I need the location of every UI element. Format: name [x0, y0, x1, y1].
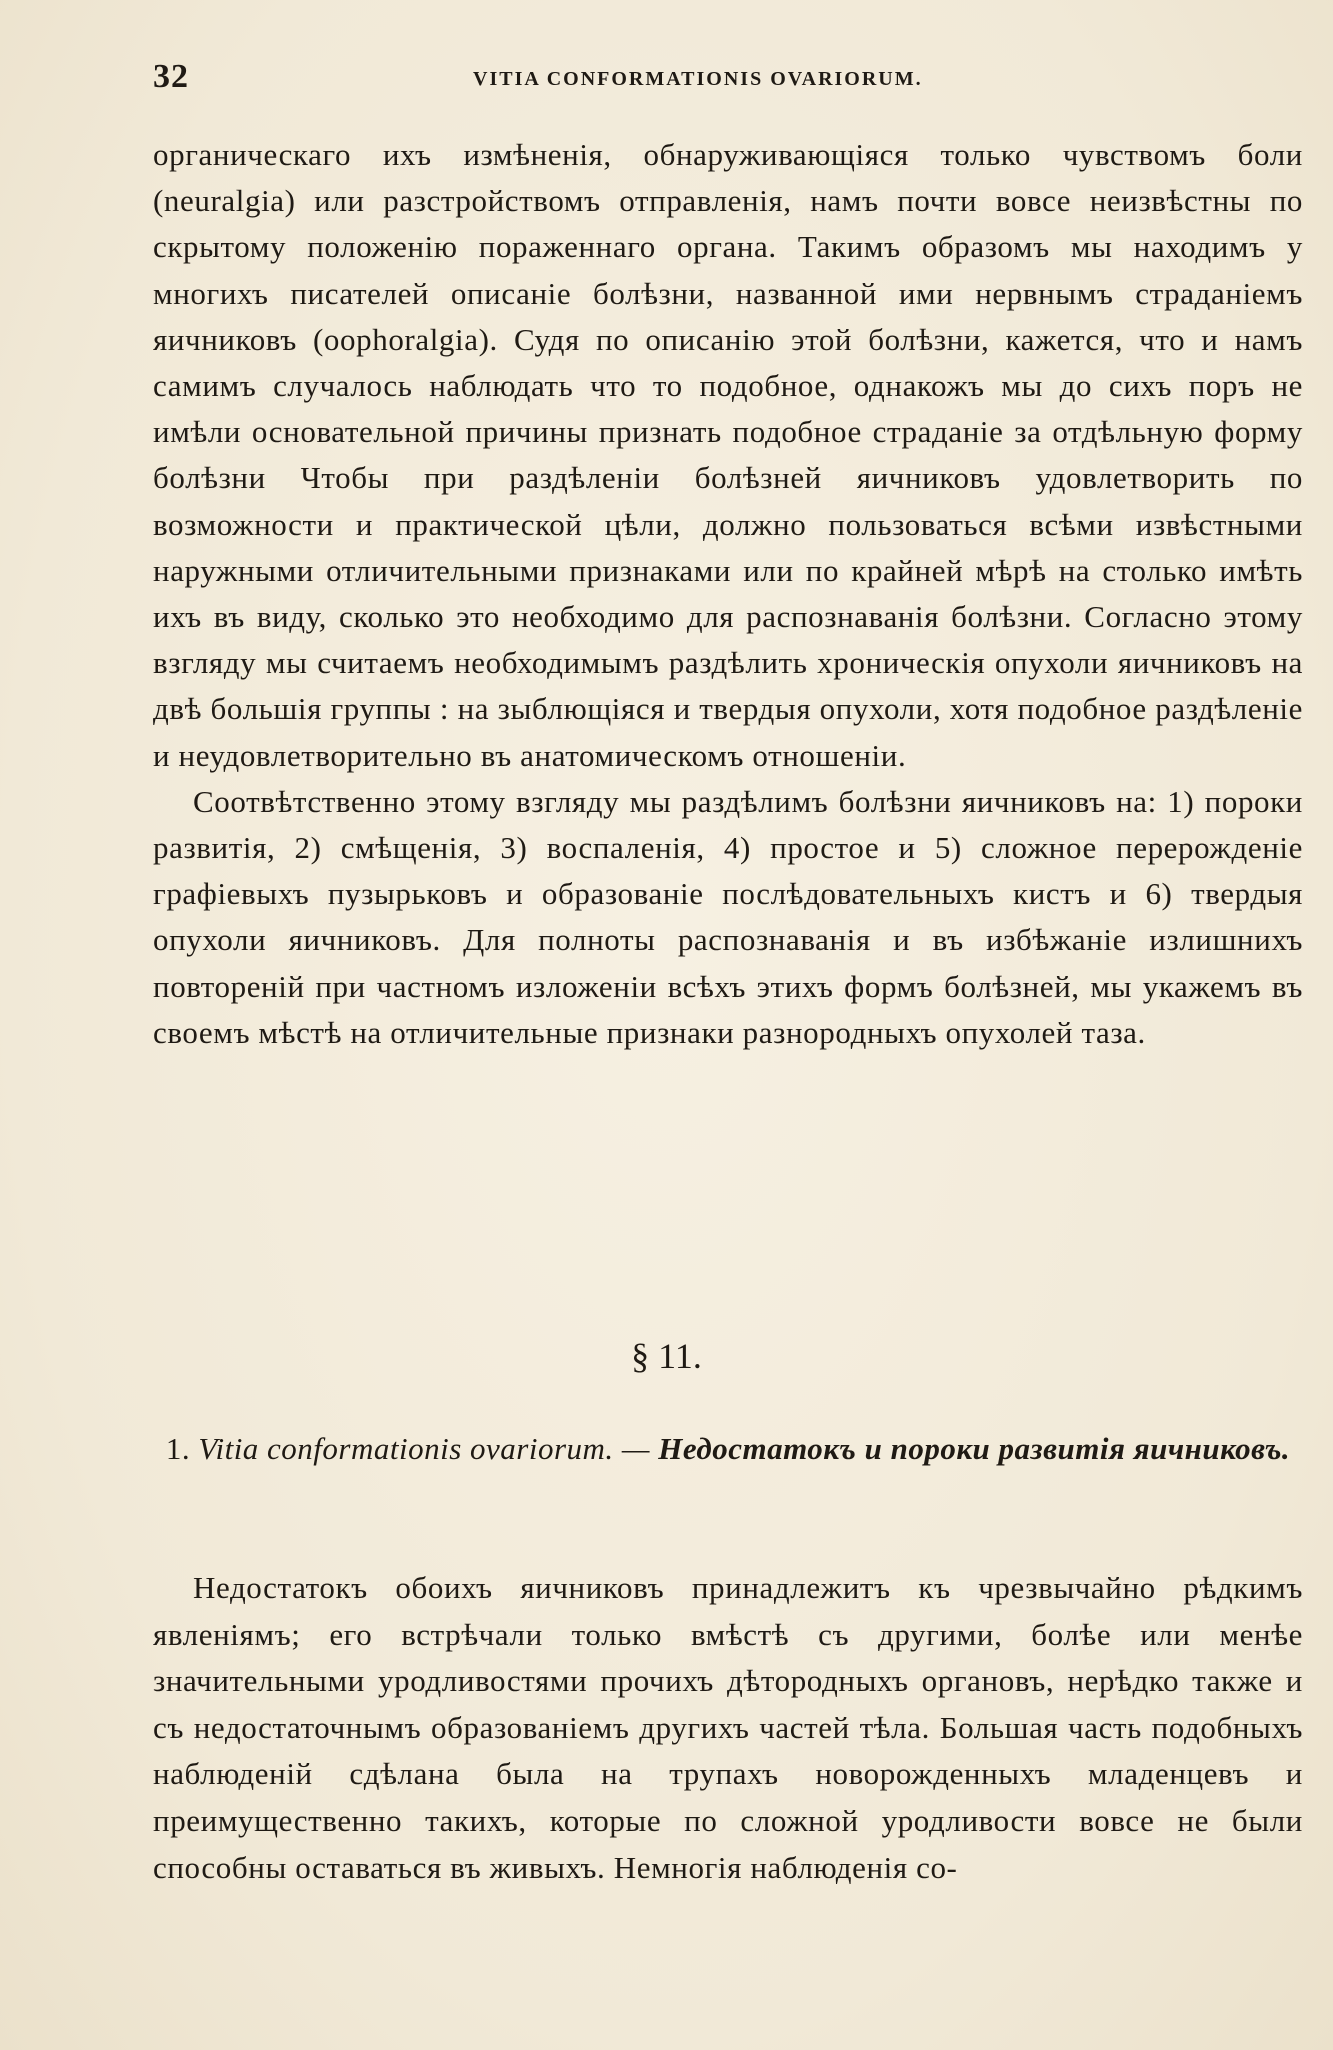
running-head: VITIA CONFORMATIONIS OVARIORUM.	[473, 68, 923, 90]
paragraph-3: Недостатокъ обоихъ яичниковъ принадлежитъ къ чрезвычайно рѣдкимъ явленіямъ; его встрѣчали только вмѣстѣ съ другими, болѣе или менѣе значительными уродливостями прочихъ дѣтородныхъ органовъ, нерѣдко также и съ недостаточнымъ образованіемъ другихъ частей тѣла. Большая часть подобныхъ наблюденій сдѣлана была на трупахъ новорожденныхъ младенцевъ и преимущественно такихъ, которые по сложной уродливости вовсе не были способны оставаться въ живыхъ. Немногія наблюденія со-	[153, 1570, 1303, 1885]
heading-russian: Недостатокъ и пороки развитія яичниковъ.	[658, 1431, 1291, 1466]
heading-latin: Vitia conformationis ovariorum.	[198, 1431, 614, 1466]
heading-dash: —	[613, 1431, 659, 1466]
section-mark: § 11.	[631, 1336, 702, 1376]
paragraph-1: органическаго ихъ измѣненія, обнаруживающіяся только чувствомъ боли (neuralgia) или разстройствомъ отправленія, намъ почти вовсе неизвѣстны по скрытому положенію пораженнаго органа. Такимъ образомъ мы находимъ у многихъ писателей описаніе болѣзни, названной ими нервнымъ страданіемъ яичниковъ (oophoralgia). Судя по описанію этой болѣзни, кажется, что и намъ самимъ случалось наблюдать что то подобное, однакожъ мы до сихъ поръ не имѣли основательной причины признать подобное страданіе за отдѣльную форму болѣзни Чтобы при раздѣленіи болѣзней яичниковъ удовлетворить по возможности и практической цѣли, должно пользоваться всѣми извѣстными наружными отличительными признаками или по крайней мѣрѣ на столько имѣть ихъ въ виду, сколько это необходимо для распознаванія болѣзни. Согласно этому взгляду мы считаемъ необходимымъ раздѣлить хроническія опухоли яичниковъ на двѣ большія группы : на зыблющіяся и твердыя опухоли, хотя подобное раздѣленіе и неудовлетворительно въ анатомическомъ отношеніи.	[153, 137, 1303, 773]
paragraph-2: Соотвѣтственно этому взгляду мы раздѣлимъ болѣзни яичниковъ на: 1) пороки развитія, 2) смѣщенія, 3) воспаленія, 4) простое и 5) сложное перерожденіе графіевыхъ пузырьковъ и образованіе послѣдовательныхъ кистъ и 6) твердыя опухоли яичниковъ. Для полноты распознаванія и въ избѣжаніе излишнихъ повтореній при частномъ изложеніи всѣхъ этихъ формъ болѣзней, мы укажемъ въ своемъ мѣстѣ на отличительные признаки разнородныхъ опухолей таза.	[153, 783, 1303, 1050]
section-heading	[153, 1425, 1303, 1473]
body-text-top	[153, 132, 1303, 1056]
page-header	[153, 58, 1293, 104]
page-number: 32	[153, 58, 189, 95]
body-text-bottom	[153, 1565, 1303, 1891]
heading-number: 1.	[165, 1431, 191, 1466]
